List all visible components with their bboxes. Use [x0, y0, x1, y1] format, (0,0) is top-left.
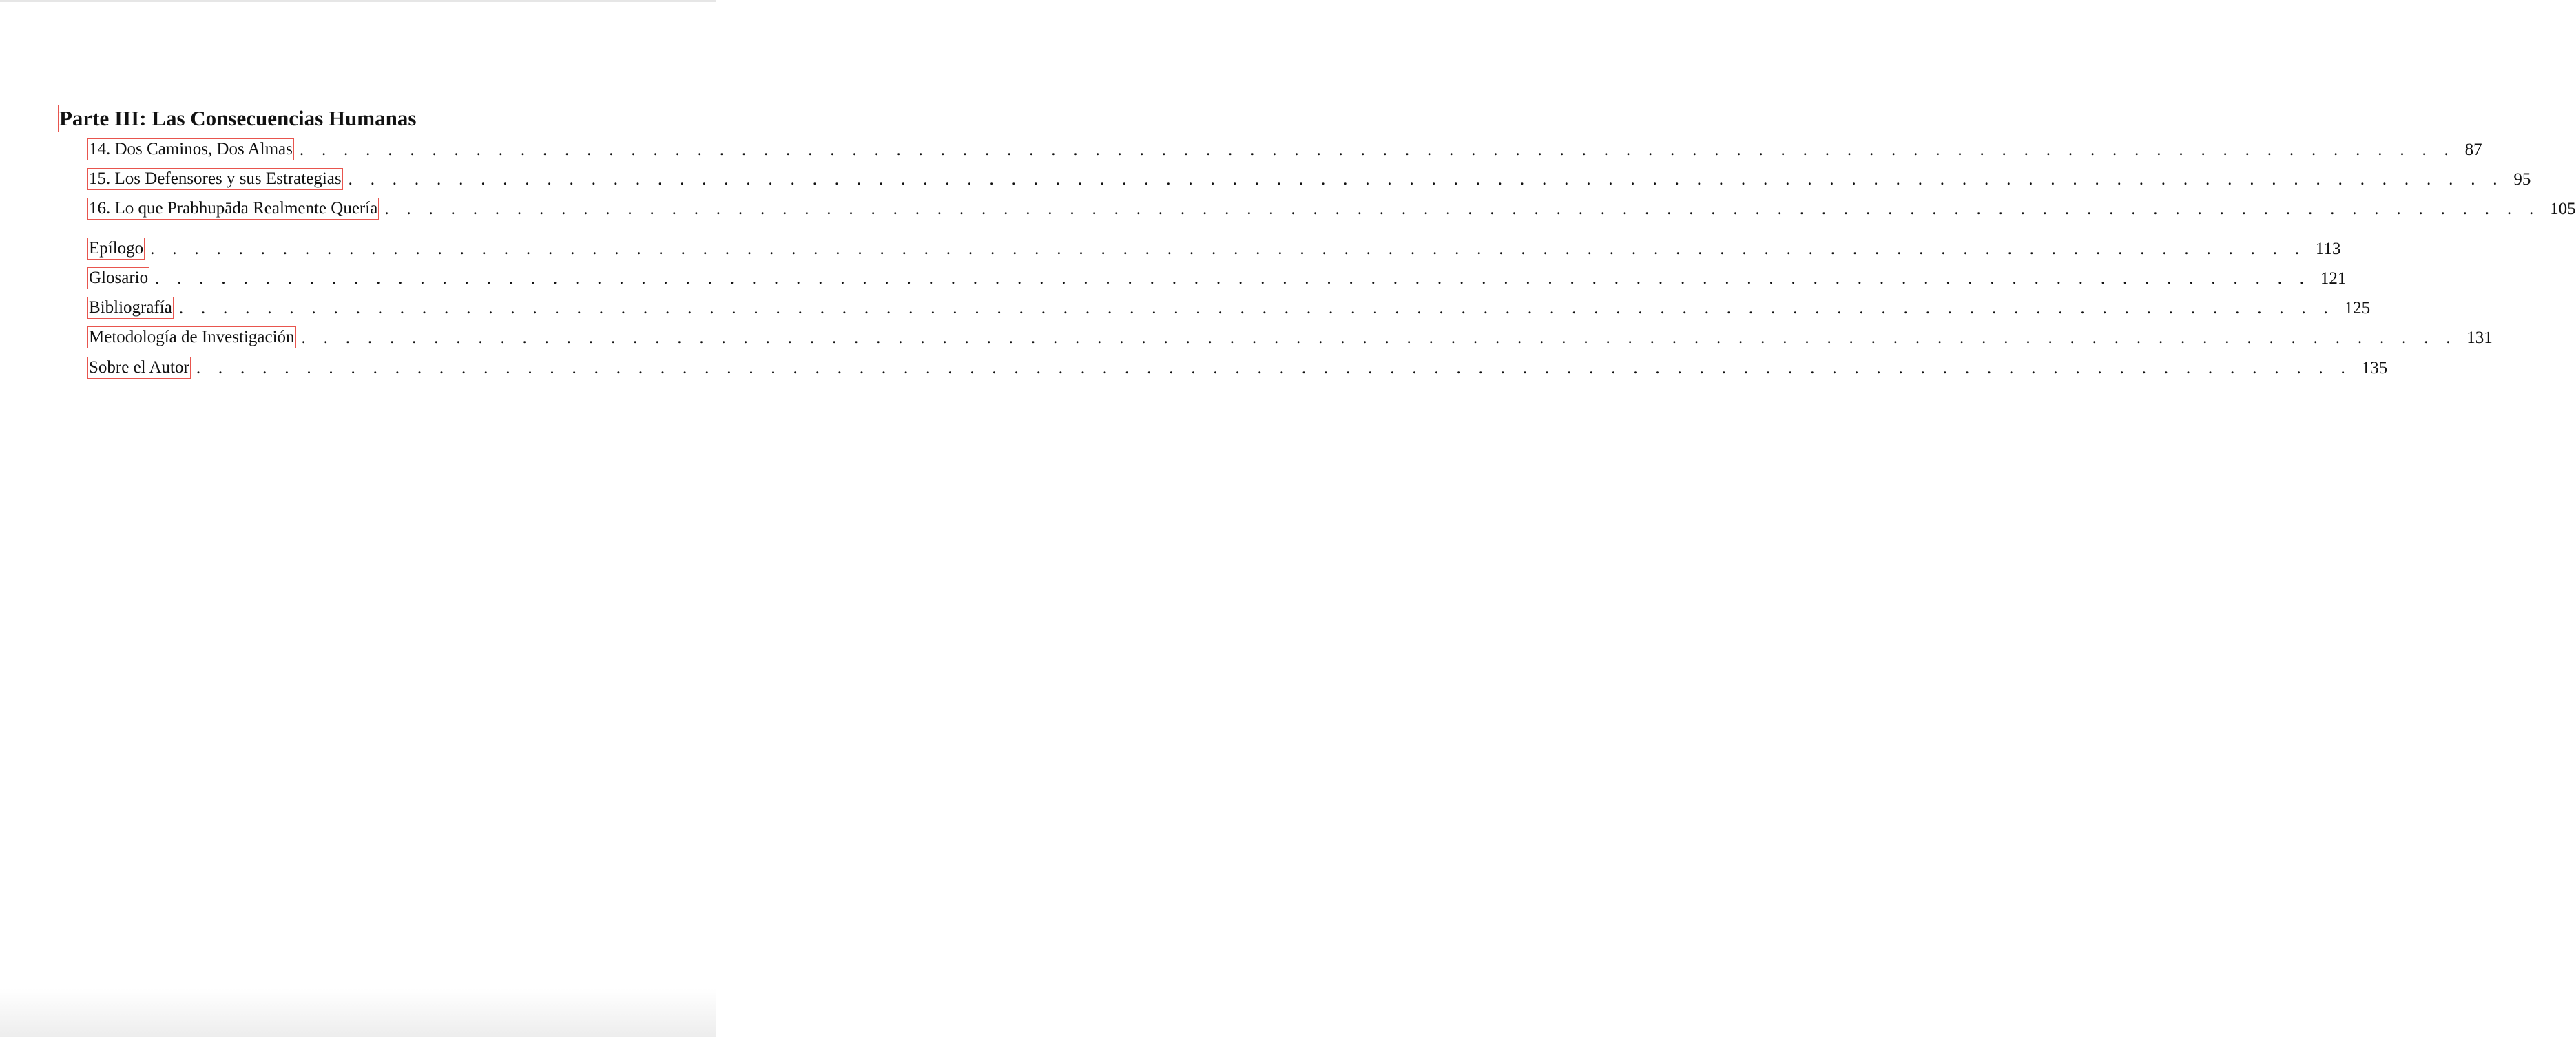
toc-entry-title-link[interactable]: 15. Los Defensores y sus Estrategias	[87, 168, 343, 190]
toc-entry-title-link[interactable]: 14. Dos Caminos, Dos Almas	[87, 138, 294, 160]
dot-leader: . . . . . . . . . . . . . . . . . . . . . . . . . . . . . . . . . . . . . . . . . . . . . . . . . . . . . . . . . . . . . . . . . . . . . . . . . . . . . . . . . . . . . . . . . . . . . . . . . .	[384, 200, 2541, 218]
toc-entry-chapter-14	[87, 138, 2482, 160]
toc-entry-chapter-15	[87, 168, 2531, 190]
page-number: 121	[2320, 269, 2347, 288]
toc-entry-title-link[interactable]: Bibliografía	[87, 297, 174, 319]
toc-entry-title-link[interactable]: Glosario	[87, 267, 149, 289]
toc-entry-title-link[interactable]: Sobre el Autor	[87, 357, 191, 379]
toc-entry-glosario	[87, 267, 2347, 289]
dot-leader: . . . . . . . . . . . . . . . . . . . . . . . . . . . . . . . . . . . . . . . . . . . . . . . . . . . . . . . . . . . . . . . . . . . . . . . . . . . . . . . . . . . . . . . . . . . . . . . . . .	[299, 140, 2455, 159]
dot-leader: . . . . . . . . . . . . . . . . . . . . . . . . . . . . . . . . . . . . . . . . . . . . . . . . . . . . . . . . . . . . . . . . . . . . . . . . . . . . . . . . . . . . . . . . . . . . . . . . . .	[155, 269, 2311, 288]
dot-leader: . . . . . . . . . . . . . . . . . . . . . . . . . . . . . . . . . . . . . . . . . . . . . . . . . . . . . . . . . . . . . . . . . . . . . . . . . . . . . . . . . . . . . . . . . . . . . . . . . .	[196, 359, 2352, 377]
page-number: 87	[2464, 140, 2482, 159]
part-heading-link[interactable]: Parte III: Las Consecuencias Humanas	[58, 105, 417, 132]
page-number: 95	[2513, 170, 2531, 189]
dot-leader: . . . . . . . . . . . . . . . . . . . . . . . . . . . . . . . . . . . . . . . . . . . . . . . . . . . . . . . . . . . . . . . . . . . . . . . . . . . . . . . . . . . . . . . . . . . . . . . . . .	[150, 240, 2306, 258]
page-number: 113	[2315, 240, 2341, 258]
toc-entry-title-link[interactable]: Epílogo	[87, 238, 145, 260]
toc-entry-epilogo	[87, 238, 2341, 260]
page-number: 105	[2550, 200, 2576, 218]
dot-leader: . . . . . . . . . . . . . . . . . . . . . . . . . . . . . . . . . . . . . . . . . . . . . . . . . . . . . . . . . . . . . . . . . . . . . . . . . . . . . . . . . . . . . . . . . . . . . . . . . .	[301, 328, 2458, 347]
toc-entry-title-link[interactable]: Metodología de Investigación	[87, 326, 296, 348]
page-bottom-edge	[0, 989, 716, 1037]
dot-leader: . . . . . . . . . . . . . . . . . . . . . . . . . . . . . . . . . . . . . . . . . . . . . . . . . . . . . . . . . . . . . . . . . . . . . . . . . . . . . . . . . . . . . . . . . . . . . . . . . .	[348, 170, 2504, 189]
toc-entry-chapter-16	[87, 198, 2576, 220]
page-number: 131	[2466, 328, 2493, 347]
toc-entry-title-link[interactable]: 16. Lo que Prabhupāda Realmente Quería	[87, 198, 379, 220]
page-number: 135	[2361, 359, 2388, 377]
toc-entry-bibliografia	[87, 297, 2371, 319]
toc-entry-sobre-el-autor	[87, 357, 2388, 379]
dot-leader: . . . . . . . . . . . . . . . . . . . . . . . . . . . . . . . . . . . . . . . . . . . . . . . . . . . . . . . . . . . . . . . . . . . . . . . . . . . . . . . . . . . . . . . . . . . . . . . . . .	[178, 299, 2335, 317]
toc-entry-metodologia	[87, 326, 2493, 348]
page-number: 125	[2344, 299, 2371, 317]
